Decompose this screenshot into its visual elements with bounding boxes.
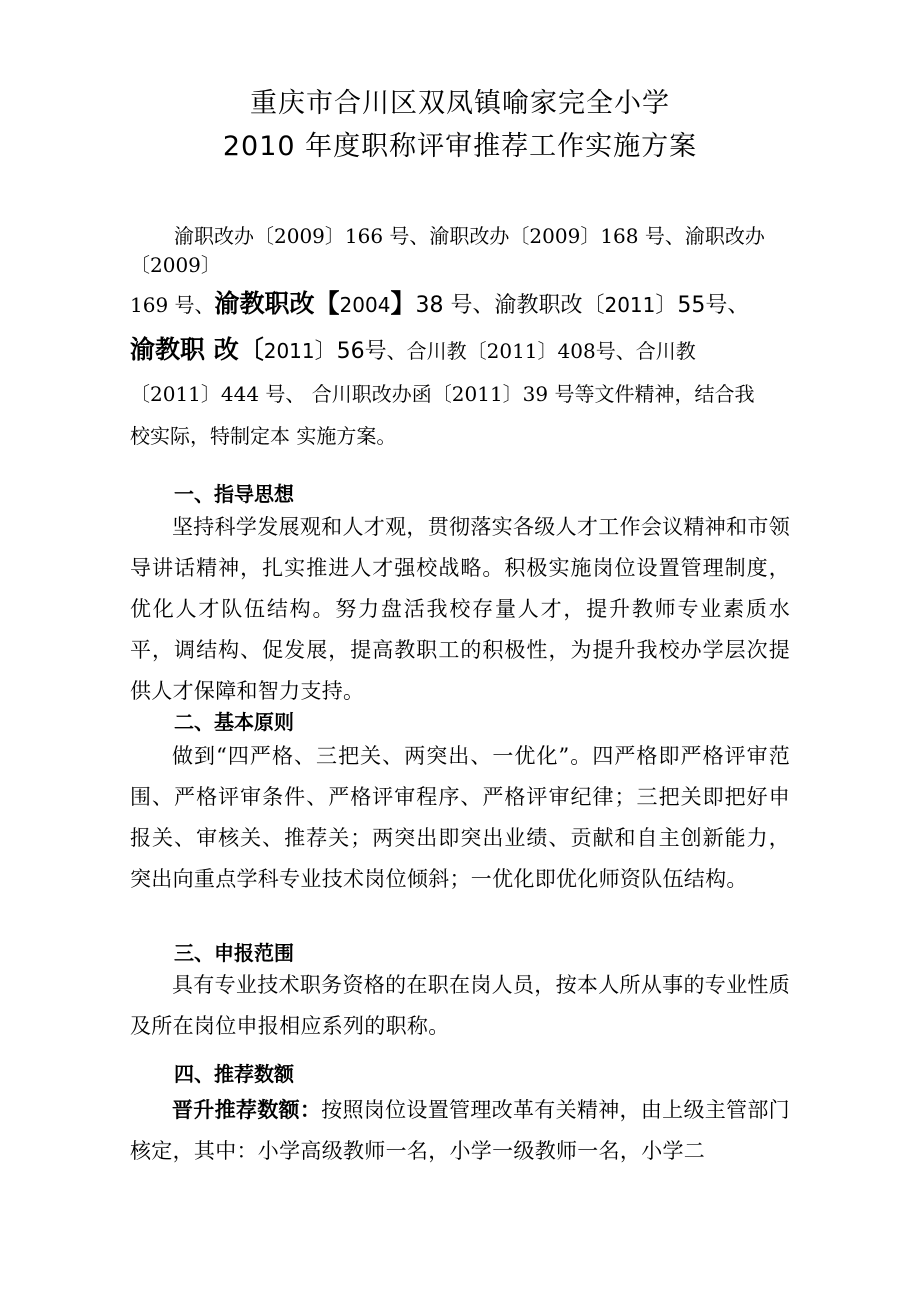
intro-line-3-a: 169 号、 [130,293,215,317]
section-2-heading: 二、基本原则 [174,710,294,734]
document-title-line2: 2010 年度职称评审推荐工作实施方案 [222,131,698,162]
intro-line-2: 〔2009〕 [130,253,221,277]
document-title-line1: 重庆市合川区双凤镇喻家完全小学 [250,88,670,119]
intro-line-3-e: 38 号、渝教职改〔 [415,293,605,318]
section-4-lead: 晋升推荐数额： [172,1098,322,1122]
intro-line-5: 〔2011〕444 号、 合川职改办函〔2011〕39 号等文件精神，结合我 [130,382,755,406]
intro-line-1: 渝职改办〔2009〕166 号、渝职改办〔2009〕168 号、渝职改办 [174,224,765,248]
intro-line-4-b: 2011 [263,339,315,363]
intro-line-3-f: 2011 [604,293,656,317]
intro-line-6: 校实际，特制定本 实施方案。 [130,424,397,448]
section-3-text: 具有专业技术职务资格的在职在岗人员，按本人所从事的专业性质及所在岗位申报相应系列的职称。 [130,973,790,1038]
section-1-heading: 一、指导思想 [174,482,294,506]
section-2-text: 做到“四严格、三把关、两突出、一优化”。四严格即严格评审范围、严格评审条件、严格评审程序、严格评审纪律；三把关即把好申报关、审核关、推荐关；两突出即突出业绩、贡献和自主创新能力，突出向重点学科专业技术岗位倾斜；一优化即优化师资队伍结构。 [130,744,790,891]
intro-line-3-d: 】 [390,289,416,318]
section-4-body: 按照岗位设置管理改革有关精神，由上级主管部门核定，其中：小学高级教师一名，小学一级教师一名，小学二 [130,1098,790,1163]
intro-line-4-c: 〕56号 [314,339,387,364]
intro-line-3 [130,286,795,324]
intro-line-3-b: 渝教职改【 [214,289,340,318]
intro-line-4-a: 渝教职 改〔 [130,335,264,364]
intro-line-4 [130,332,795,370]
section-3-heading: 三、申报范围 [174,941,294,965]
intro-line-3-g: 〕55号、 [655,293,750,318]
section-4-heading: 四、推荐数额 [174,1062,294,1086]
intro-line-3-c: 2004 [339,293,391,317]
intro-line-4-d: 、合川教〔2011〕408号、合川教 [386,339,696,363]
section-1-text: 坚持科学发展观和人才观，贯彻落实各级人才工作会议精神和市领导讲话精神，扎实推进人才强校战略。积极实施岗位设置管理制度，优化人才队伍结构。努力盘活我校存量人才，提升教师专业素质水平，调结构、促发展，提高教职工的积极性，为提升我校办学层次提供人才保障和智力支持。 [130,515,790,703]
section-4-text [130,1090,790,1172]
